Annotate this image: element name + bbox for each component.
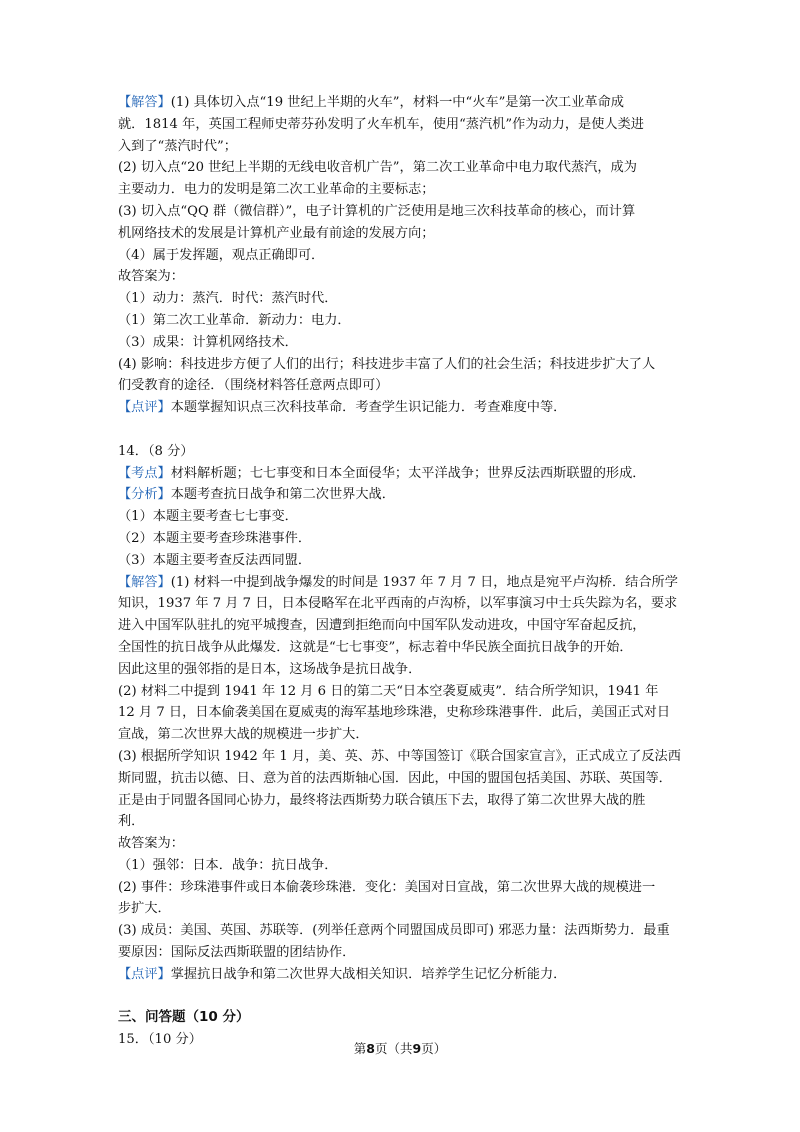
answer-line: 正是由于同盟各国同心协力，最终将法西斯势力联合镇压下去，取得了第二次世界大战的胜 <box>118 792 646 808</box>
document-page <box>118 92 681 1051</box>
analysis-item: （3）本题主要考查反法西同盟． <box>118 552 312 568</box>
q15-header: 15．（10 分） <box>118 1032 202 1048</box>
answer-line: (2) 切入点“20 世纪上半期的无线电收音机广告”，第二次工业革命中电力取代蒸汽，成为 <box>118 160 637 176</box>
answer-line: 们受教育的途径．（围绕材料答任意两点即可） <box>118 378 389 394</box>
page-number: 8 <box>366 1041 375 1056</box>
review-tag: 【点评】 <box>118 400 171 416</box>
footer-middle: 页（共 <box>374 1041 413 1056</box>
q14-header: 14．（8 分） <box>118 443 194 459</box>
analysis-item: （1）本题主要考查七七事变． <box>118 509 298 525</box>
answer-text: (1) 材料一中提到战争爆发的时间是 1937 年 7 月 7 日，地点是宛平卢沟桥．结合所学 <box>170 574 678 590</box>
answer-line: (3) 切入点“QQ 群（微信群）”，电子计算机的广泛使用是地三次科技革命的核心，而计算 <box>118 203 636 219</box>
answer-line: 全国性的抗日战争从此爆发．这就是“七七事变”，标志着中华民族全面抗日战争的开始． <box>118 639 633 655</box>
footer-prefix: 第 <box>353 1041 367 1056</box>
answer-line: 机网络技术的发展是计算机产业最有前途的发展方向； <box>118 225 435 241</box>
answer-tag: 【解答】 <box>118 95 171 110</box>
answer-line: （1）第二次工业革命．新动力：电力． <box>118 312 351 328</box>
analysis-item: （2）本题主要考查珍珠港事件． <box>118 530 312 546</box>
topic-tag: 【考点】 <box>118 465 171 481</box>
answer-line: （3）成果：计算机网络技术． <box>118 334 298 350</box>
answer-tag: 【解答】 <box>118 574 171 590</box>
answer-line: 故答案为： <box>118 269 184 285</box>
page-footer <box>0 1039 800 1057</box>
answer-line: (2) 材料二中提到 1941 年 12 月 6 日的第二天“日本空袭夏威夷”．结合所学知识，1941 年 <box>118 683 659 699</box>
answer-line: 因此这里的强邻指的是日本，这场战争是抗日战争． <box>118 661 422 677</box>
answer-line: 12 月 7 日，日本偷袭美国在夏威夷的海军基地珍珠港，史称珍珠港事件．此后，美国正式对日 <box>118 705 671 721</box>
q14-answer-first-line <box>118 572 678 594</box>
answer-line: 斯同盟，抗击以德、日、意为首的法西斯轴心国．因此，中国的盟国包括美国、苏联、英国等． <box>118 770 672 786</box>
q14-analysis-line <box>118 484 678 506</box>
section-heading: 三、问答题（10 分） <box>118 1009 250 1026</box>
answer-line: 步扩大． <box>118 901 171 917</box>
answer-line: (2) 事件：珍珠港事件或日本偷袭珍珠港．变化：美国对日宣战，第二次世界大战的规模进一 <box>118 879 656 895</box>
answer-line: (4) 影响：科技进步方便了人们的出行；科技进步丰富了人们的社会生活；科技进步扩大了人 <box>118 356 656 372</box>
topic-text: 材料解析题；七七事变和日本全面侵华；太平洋战争；世界反法西斯联盟的形成． <box>170 465 646 481</box>
answer-line: （4）属于发挥题，观点正确即可． <box>118 247 325 263</box>
answer-line: 主要动力．电力的发明是第二次工业革命的主要标志； <box>118 182 435 198</box>
answer-line: 进入中国军队驻扎的宛平城搜查，因遭到拒绝而向中国军队发动进攻，中国守军奋起反抗， <box>118 618 646 634</box>
footer-suffix: 页） <box>421 1041 447 1056</box>
answer-line: 宣战，第二次世界大战的规模进一步扩大． <box>118 727 369 743</box>
q13-review-line <box>118 397 678 419</box>
q14-review-line <box>118 964 678 986</box>
analysis-tag: 【分析】 <box>118 487 171 503</box>
answer-text: (1) 具体切入点“19 世纪上半期的火车”，材料一中“火车”是第一次工业革命成 <box>170 95 624 110</box>
review-text: 掌握抗日战争和第二次世界大战相关知识．培养学生记忆分析能力． <box>170 966 567 982</box>
q14-topic-line <box>118 463 678 485</box>
review-tag: 【点评】 <box>118 966 171 982</box>
q13-answer-first-line <box>118 92 678 114</box>
analysis-text: 本题考查抗日战争和第二次世界大战． <box>170 487 395 503</box>
answer-line: （1）强邻：日本．战争：抗日战争． <box>118 857 338 873</box>
answer-line: 就．1814 年，英国工程师史蒂芬孙发明了火车机车，使用“蒸汽机”作为动力，是使人类进 <box>118 116 644 132</box>
page-total: 9 <box>412 1041 422 1056</box>
review-text: 本题掌握知识点三次科技革命．考查学生识记能力．考查难度中等． <box>170 400 567 416</box>
answer-line: (3) 根据所学知识 1942 年 1 月，美、英、苏、中等国签订《联合国家宣言》，正式成立了反法西 <box>118 748 681 764</box>
answer-line: （1）动力：蒸汽．时代：蒸汽时代． <box>118 291 338 307</box>
answer-line: 利． <box>118 814 145 830</box>
answer-line: (3) 成员：美国、英国、苏联等．(列举任意两个同盟国成员即可) 邪恶力量：法西斯势力．最重 <box>118 923 670 939</box>
spacer <box>118 986 678 1008</box>
answer-line: 要原因：国际反法西斯联盟的团结协作． <box>118 945 356 961</box>
answer-line: 故答案为： <box>118 836 184 852</box>
answer-line: 入到了“蒸汽时代”； <box>118 138 237 154</box>
spacer <box>118 419 678 441</box>
answer-line: 知识，1937 年 7 月 7 日，日本侵略军在北平西南的卢沟桥，以军事演习中士兵失踪为名，要求 <box>118 596 678 612</box>
